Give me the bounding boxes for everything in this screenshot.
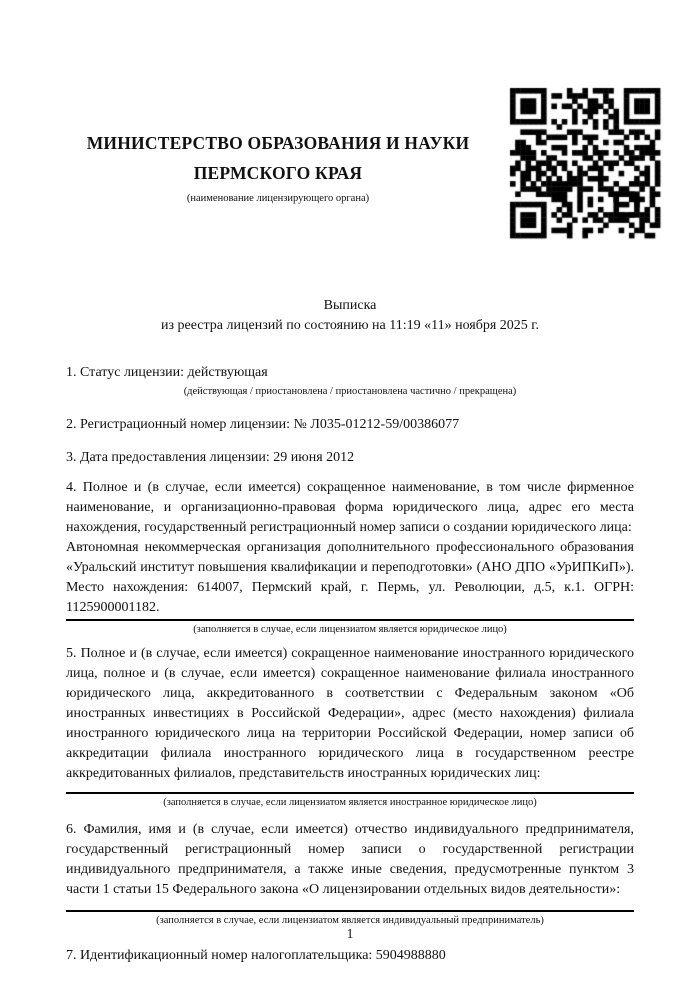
item-2-text: 2. Регистрационный номер лицензии: № Л035-01212-59/00386077 — [66, 417, 460, 432]
item-4-fill-line — [66, 619, 634, 621]
item-6-fill-line — [66, 910, 634, 912]
licensing-authority-name-line2: ПЕРМСКОГО КРАЯ — [193, 163, 363, 183]
qr-code-image — [505, 83, 665, 243]
page-number: 1 — [346, 926, 354, 941]
item-4-text: 4. Полное и (в случае, если имеется) сокращенное наименование, в том числе фирменное наименование, и организационно-правовая форма юридического лица, адрес его места нахождения, государственный регистрационный номер записи о создании юридического лица: — [66, 480, 634, 535]
item-1-caption: (действующая / приостановлена / приостановлена частично / прекращена) — [183, 386, 517, 397]
document-title-block — [66, 296, 634, 336]
item-1-text: 1. Статус лицензии: действующая — [66, 365, 268, 380]
item-2-registration-number — [66, 415, 634, 435]
item-6-text: 6. Фамилия, имя и (в случае, если имеется) отчество индивидуального предпринимателя, государственный регистрационный номер записи о государственной регистрации индивидуального предпринимателя, а также иные сведения, предусмотренные пунктом 3 части 1 статьи 15 Федерального закона «О лицензировании отдельных видов деятельности»: — [66, 822, 634, 897]
item-6-caption: (заполняется в случае, если лицензиатом является индивидуальный предприниматель) — [156, 915, 544, 926]
item-7-taxpayer-id — [66, 946, 634, 966]
item-5-fill-line — [66, 792, 634, 794]
item-4-caption: (заполняется в случае, если лицензиатом является юридическое лицо) — [193, 624, 507, 635]
licensing-authority-header — [64, 128, 492, 205]
document-subtitle: из реестра лицензий по состоянию на 11:19 «11» ноября 2025 г. — [161, 318, 539, 333]
item-5-caption: (заполняется в случае, если лицензиатом является иностранное юридическое лицо) — [163, 797, 537, 808]
document-body — [66, 296, 634, 966]
licensing-authority-name-line1: МИНИСТЕРСТВО ОБРАЗОВАНИЯ И НАУКИ — [86, 133, 470, 153]
licensing-authority-name — [64, 128, 492, 188]
item-3-text: 3. Дата предоставления лицензии: 29 июня 2012 — [66, 450, 355, 465]
item-7-text: 7. Идентификационный номер налогоплательщика: 5904988880 — [66, 948, 446, 963]
item-5-foreign-legal-entity — [66, 644, 634, 809]
item-4-legal-entity — [66, 478, 634, 636]
item-6-individual-entrepreneur — [66, 820, 634, 927]
item-3-license-grant-date — [66, 448, 634, 468]
document-title: Выписка — [323, 298, 377, 313]
licensing-authority-caption: (наименование лицензирующего органа) — [186, 193, 370, 204]
item-1-license-status — [66, 363, 634, 398]
item-4-value: Автономная некоммерческая организация дополнительного профессионального образования «Уральский институт повышения квалификации и переподготовки» (АНО ДПО «УрИПКиП»). Место нахождения: 614007, Пермский край, г. Пермь, ул. Революции, д.5, к.1. ОГРН: 1125900001182. — [66, 540, 634, 615]
qr-code — [505, 83, 665, 243]
item-5-text: 5. Полное и (в случае, если имеется) сокращенное наименование иностранного юридического лица, полное и (в случае, если имеется) сокращенное наименование филиала иностранного юридического лица, аккредитованного в соответствии с Федеральным законом «Об иностранных инвестициях в Российской Федерации», адрес (место нахождения) филиала иностранного юридического лица на территории Российской Федерации, номер записи об аккредитации филиала иностранного юридического лица в государственном реестре аккредитованных филиалов, представительств иностранных юридических лиц: — [66, 646, 634, 781]
